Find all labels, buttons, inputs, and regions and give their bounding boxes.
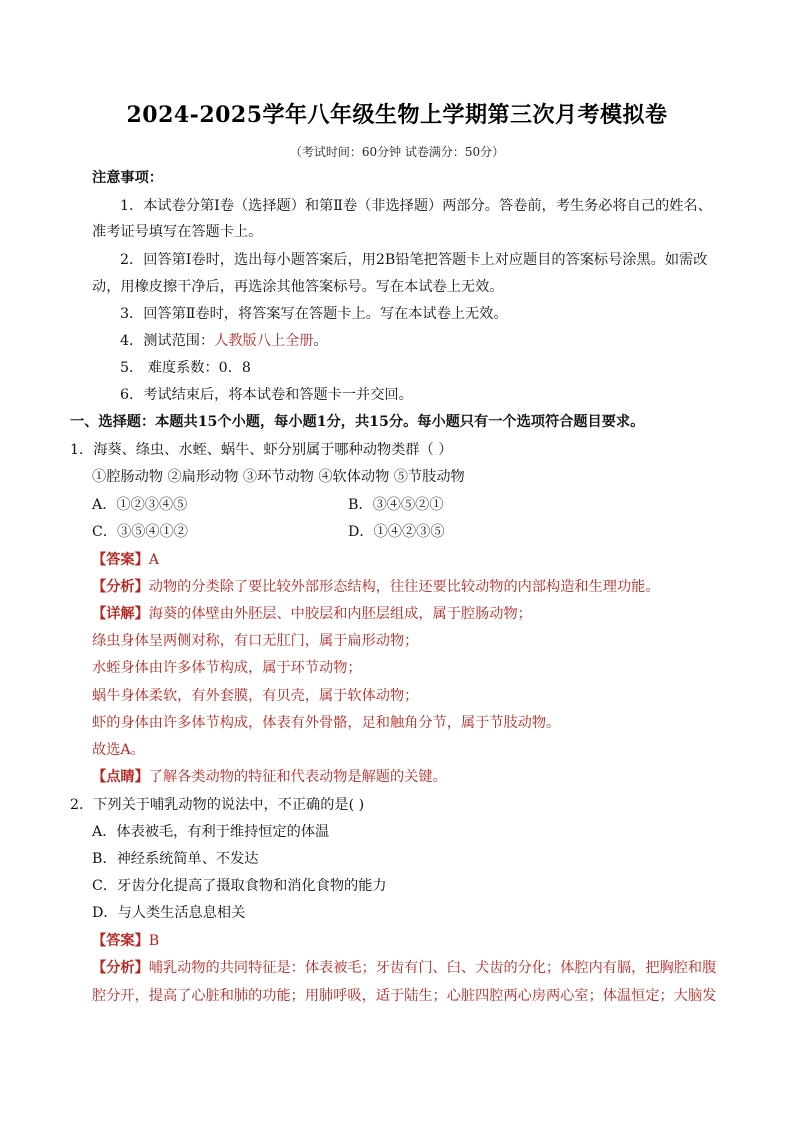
q2-answer — [92, 931, 710, 951]
q1-detail-tag: 【详解】 — [92, 606, 149, 622]
q1-detail-1: 海葵的体壁由外胚层、中胶层和内胚层组成，属于腔肠动物； — [148, 606, 532, 622]
note-6: 6．考试结束后，将本试卷和答题卡一并交回。 — [120, 387, 413, 403]
q1-point — [92, 767, 710, 787]
note-3: 3．回答第Ⅱ卷时，将答案写在答题卡上。写在本试卷上无效。 — [120, 306, 508, 322]
q2-analysis-tag: 【分析】 — [92, 960, 149, 976]
q2-analysis — [92, 958, 717, 978]
note-2b: 动，用橡皮擦干净后，再选涂其他答案标号。写在本试卷上无效。 — [92, 279, 504, 295]
q2-analysis-2: 腔分开，提高了心脏和肺的功能；用肺呼吸，适于陆生；心脏四腔两心房两心室；体温恒定；大脑发 — [92, 988, 717, 1004]
q2-option-b: B．神经系统简单、不发达 — [92, 851, 259, 867]
q1-option-a: A．①②③④⑤ — [92, 497, 188, 513]
q2-option-c: C．牙齿分化提高了摄取食物和消化食物的能力 — [92, 878, 387, 894]
q1-detail — [92, 604, 710, 624]
q1-analysis — [92, 577, 710, 597]
q2-answer-value: B — [148, 933, 160, 949]
note-5: 5． 难度系数：0．8 — [120, 360, 251, 376]
q1-option-d: D．①④②③⑤ — [348, 524, 445, 540]
section-heading: 一、选择题：本题共15个小题，每小题1分，共15分。每小题只有一个选项符合题目要求。 — [70, 414, 645, 430]
q1-analysis-text: 动物的分类除了要比较外部形态结构，往往还要比较动物的内部构造和生理功能。 — [148, 579, 660, 595]
q1-analysis-tag: 【分析】 — [92, 579, 149, 595]
note-4-prefix: 4．测试范围： — [120, 333, 215, 349]
note-4-suffix: 。 — [313, 333, 328, 349]
q1-option-c: C．③⑤④①② — [92, 524, 188, 540]
q2-stem: 2．下列关于哺乳动物的说法中，不正确的是( ) — [70, 797, 365, 813]
q1-answer-tag: 【答案】 — [92, 552, 149, 568]
q2-analysis-1: 哺乳动物的共同特征是：体表被毛；牙齿有门、臼、犬齿的分化；体腔内有膈，把胸腔和腹 — [148, 960, 717, 976]
exam-info: （考试时间：60分钟 试卷满分：50分） — [289, 145, 505, 159]
q1-detail-6: 故选A。 — [92, 742, 145, 758]
note-1a: 1．本试卷分第Ⅰ卷（选择题）和第Ⅱ卷（非选择题）两部分。答卷前，考生务必将自己的姓名、 — [120, 198, 712, 214]
q1-detail-4: 蜗牛身体柔软，有外套膜，有贝壳，属于软体动物； — [92, 688, 419, 704]
q1-answer — [92, 550, 710, 570]
page-title: 2024-2025学年八年级生物上学期第三次月考模拟卷 — [126, 102, 668, 128]
q1-detail-5: 虾的身体由许多体节构成，体表有外骨骼，足和触角分节，属于节肢动物。 — [92, 715, 561, 731]
q1-option-b: B．③④⑤②① — [348, 497, 444, 513]
q1-stem: 1．海葵、绦虫、水蛭、蜗牛、虾分别属于哪种动物类群（ ） — [70, 442, 453, 458]
q2-option-d: D．与人类生活息息相关 — [92, 905, 246, 921]
q1-answer-value: A — [148, 552, 160, 568]
test-range: 人教版八上全册 — [214, 333, 314, 349]
q2-answer-tag: 【答案】 — [92, 933, 149, 949]
note-2a: 2．回答第Ⅰ卷时，选出每小题答案后，用2B铅笔把答题卡上对应题目的答案标号涂黑。如需改 — [120, 252, 708, 268]
q1-categories: ①腔肠动物 ②扁形动物 ③环节动物 ④软体动物 ⑤节肢动物 — [92, 469, 465, 485]
q2-option-a: A．体表被毛，有利于维持恒定的体温 — [92, 824, 330, 840]
q1-detail-2: 绦虫身体呈两侧对称，有口无肛门，属于扁形动物； — [92, 633, 419, 649]
q1-detail-3: 水蛭身体由许多体节构成，属于环节动物； — [92, 660, 362, 676]
note-4 — [120, 331, 710, 351]
q1-point-tag: 【点睛】 — [92, 769, 149, 785]
q1-point-text: 了解各类动物的特征和代表动物是解题的关键。 — [148, 769, 447, 785]
note-1b: 准考证号填写在答题卡上。 — [92, 224, 263, 240]
notes-heading: 注意事项： — [92, 170, 163, 186]
